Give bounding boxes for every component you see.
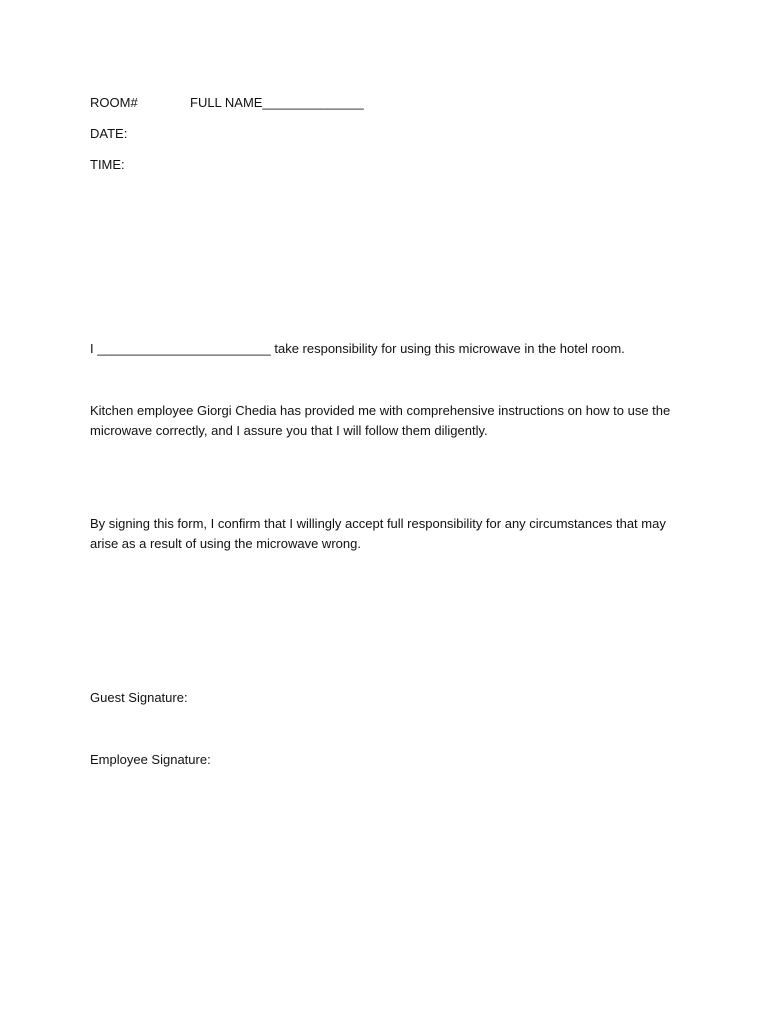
date-label: DATE: bbox=[90, 126, 128, 141]
time-label: TIME: bbox=[90, 157, 125, 172]
instructions-paragraph: Kitchen employee Giorgi Chedia has provided me with comprehensive instructions on how to use the microwave correctly, and I assure you that I will follow them diligently. bbox=[90, 403, 671, 438]
employee-signature-label: Employee Signature: bbox=[90, 752, 211, 767]
responsibility-statement: I ________________________ take responsibility for using this microwave in the hotel room. bbox=[90, 341, 625, 356]
confirmation-paragraph: By signing this form, I confirm that I willingly accept full responsibility for any circumstances that may arise as a result of using the microwave wrong. bbox=[90, 516, 666, 551]
room-number-label: ROOM# bbox=[90, 95, 138, 110]
full-name-field: FULL NAME______________ bbox=[190, 95, 364, 110]
guest-signature-label: Guest Signature: bbox=[90, 690, 188, 705]
